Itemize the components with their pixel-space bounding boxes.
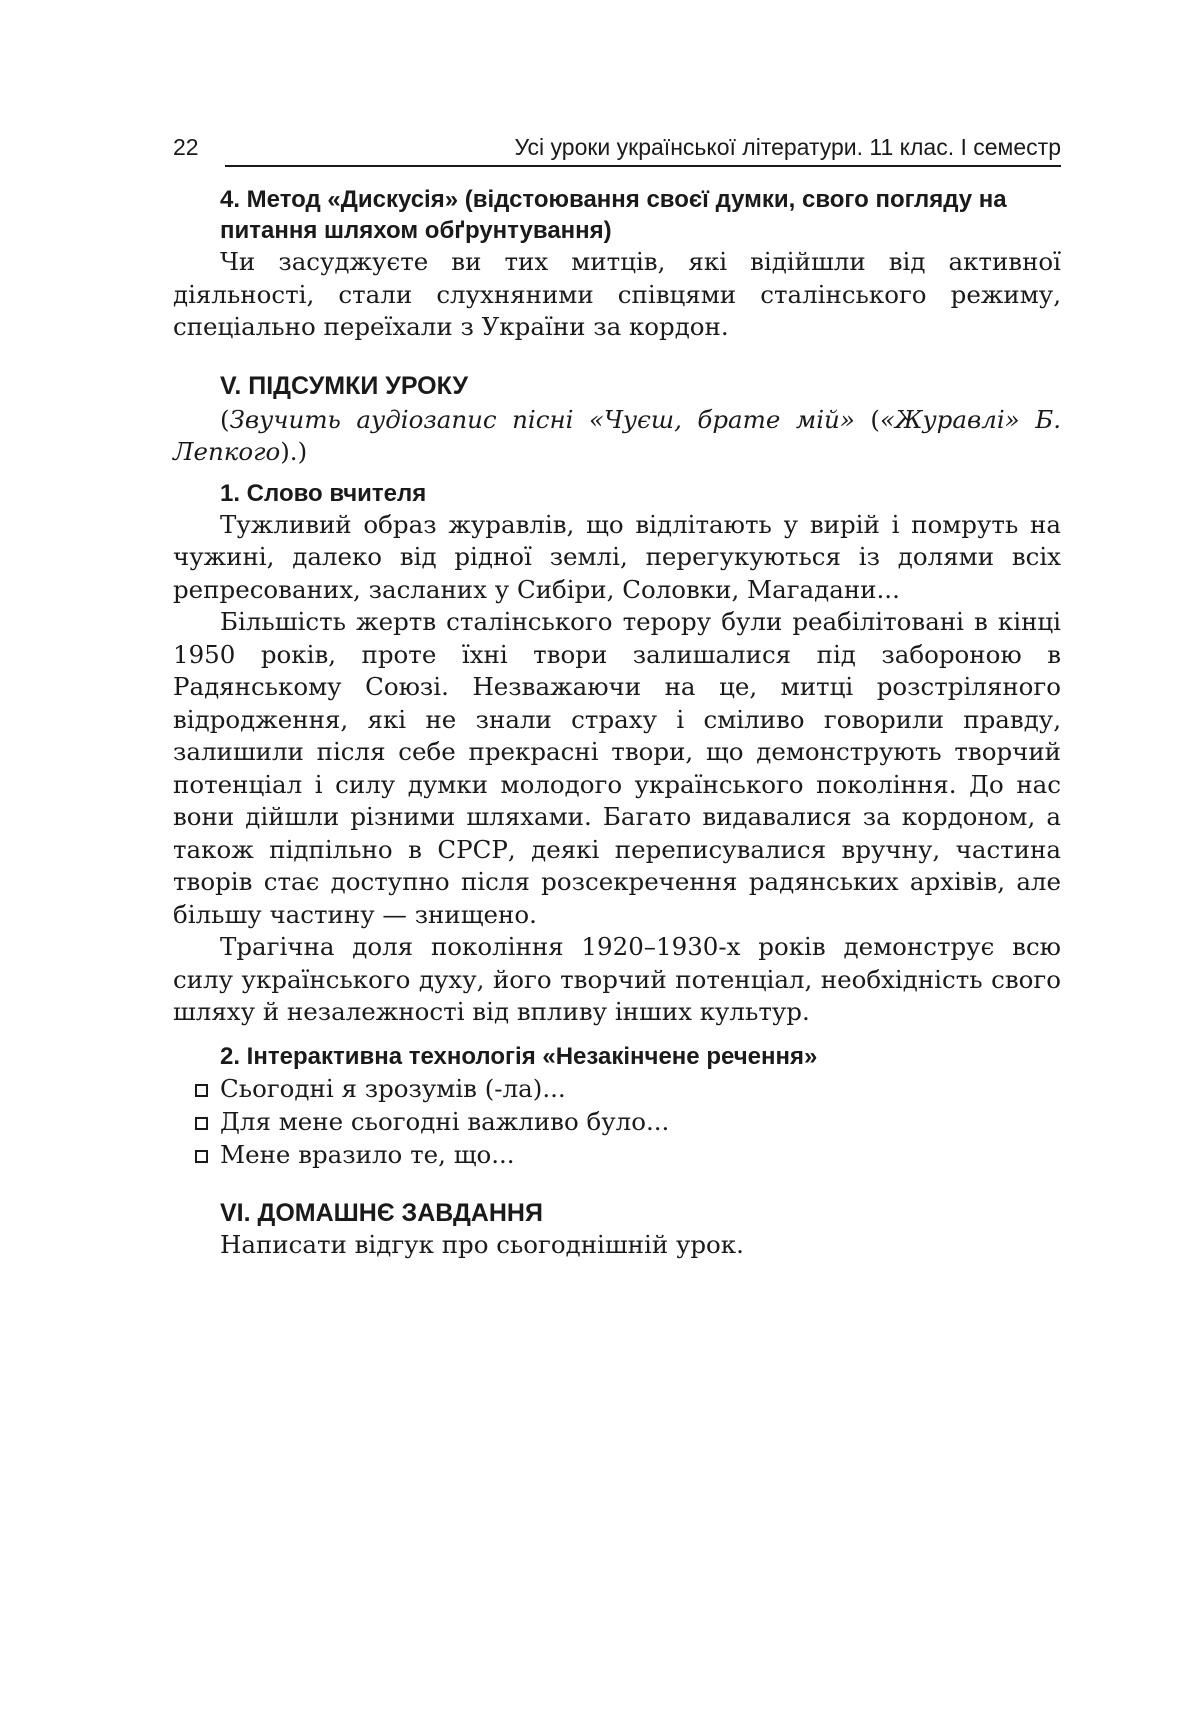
page-header: [173, 130, 1061, 170]
section-vi-heading: VI. ДОМАШНЄ ЗАВДАННЯ: [220, 1198, 543, 1227]
list-item-text: Мене вразило те, що...: [220, 1139, 515, 1169]
stage-note: [173, 404, 1061, 469]
teacher-paragraph-1: Тужливий образ журавлів, що відлітають у вирій і помруть на чужині, далеко від рідної землі, перегукуються із долями всіх репресованих, засланих у Сибіри, Соловки, Магадани...: [173, 509, 1061, 604]
header-rule: [225, 165, 1061, 167]
list-item: [195, 1105, 1061, 1138]
checkbox-square-icon: [195, 1150, 208, 1163]
teacher-paragraph-2: Більшість жертв сталінського терору були реабілітовані в кінці 1950 років, проте їхні твори залишалися під забороною в Радянському Союзі. Незважаючи на це, митці розстріляного відродження, які не знали страху і сміливо говорили правду, залишили після себе прекрасні твори, що демонструють творчий потенціал і силу думки молодого українського покоління. До нас вони дійшли різними шляхами. Багато видавалися за кордоном, а також підпільно в СРСР, деякі переписувалися вручну, частина творів стає доступно після розсекречення радянських архівів, але більшу частину — знищено.: [173, 607, 1061, 929]
method-heading: 4. Метод «Дискусія» (відстоювання своєї думки, свого погляду на питання шляхом обґрунтування): [220, 186, 1007, 244]
section-v-heading: V. ПІДСУМКИ УРОКУ: [220, 371, 469, 400]
stage-note-close: ).): [280, 437, 308, 466]
list-item: [195, 1138, 1061, 1171]
running-title: Усі уроки української літератури. 11 клас. I семестр: [514, 134, 1061, 160]
stage-note-song: Звучить аудіозапис пісні «Чуєш, брате мій»: [229, 404, 855, 434]
checkbox-square-icon: [195, 1117, 208, 1130]
homework-paragraph: Написати відгук про сьогоднішній урок.: [220, 1229, 744, 1259]
page-number: 22: [173, 134, 199, 160]
list-item-text: Для мене сьогодні важливо було...: [220, 1106, 670, 1136]
method-paragraph: Чи засуджуєте ви тих митців, які відійшли від активної діяльності, стали слухняними співцями сталінського режиму, спеціально переїхали з України за кордон.: [173, 247, 1061, 341]
list-item: [195, 1072, 1061, 1105]
checkbox-square-icon: [195, 1084, 208, 1097]
page-body: [173, 184, 1061, 1261]
teacher-paragraph-3: Трагічна доля покоління 1920–1930-х років демонструє всю силу українського духу, його творчий потенціал, необхідність свого шляху й незалежності від впливу інших культур.: [173, 932, 1061, 1026]
teacher-word-heading: 1. Слово вчителя: [220, 479, 427, 507]
stage-note-author: «Журавлі» Б. Лепкого: [173, 404, 1061, 466]
unfinished-sentence-list: [173, 1072, 1061, 1171]
list-item-text: Сьогодні я зрозумів (-ла)...: [220, 1073, 566, 1103]
stage-note-open: (: [220, 404, 230, 434]
stage-note-middle: (: [854, 404, 880, 434]
interactive-heading: 2. Інтерактивна технологія «Незакінчене речення»: [220, 1042, 818, 1070]
